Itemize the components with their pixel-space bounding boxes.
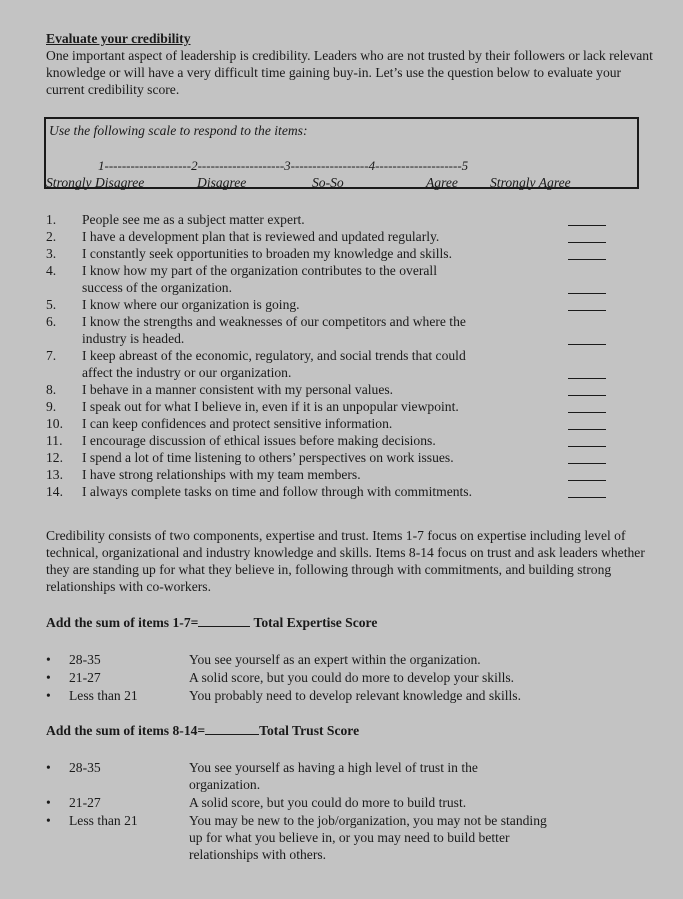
range-item <box>46 794 656 811</box>
item-text: I behave in a manner consistent with my personal values. <box>82 382 394 397</box>
range-description: You probably need to develop relevant knowledge and skills. <box>189 688 521 703</box>
item-number: 2. <box>46 229 57 244</box>
scale-instruction: Use the following scale to respond to the items: <box>49 123 308 138</box>
expertise-sum-line <box>46 614 377 631</box>
range-value: 21-27 <box>69 670 101 685</box>
item-text: I keep abreast of the economic, regulatory, and social trends that could affect the industry or our organization. <box>82 348 466 380</box>
list-item <box>46 262 616 296</box>
item-text: I always complete tasks on time and follow through with commitments. <box>82 484 472 499</box>
item-text: I have a development plan that is reviewed and updated regularly. <box>82 229 440 244</box>
scale-label-so-so: So-So <box>312 175 344 190</box>
item-number: 14. <box>46 484 63 499</box>
item-text: I spend a lot of time listening to others’ perspectives on work issues. <box>82 450 454 465</box>
item-number: 7. <box>46 348 57 363</box>
answer-blank[interactable] <box>568 310 606 311</box>
scale-dash-line: 1--------------------2--------------------3------------------4--------------------5 <box>98 158 469 173</box>
expertise-sum-prefix: Add the sum of items 1-7= <box>46 615 199 630</box>
page-title: Evaluate your credibility <box>46 31 191 46</box>
bullet-icon: • <box>46 795 51 810</box>
item-text: I constantly seek opportunities to broaden my knowledge and skills. <box>82 246 452 261</box>
range-value: Less than 21 <box>69 688 138 703</box>
item-text: People see me as a subject matter expert. <box>82 212 305 227</box>
range-item <box>46 687 656 704</box>
scale-label-strongly-agree: Strongly Agree <box>490 175 571 190</box>
item-number: 13. <box>46 467 63 482</box>
trust-sum-prefix: Add the sum of items 8-14= <box>46 723 206 738</box>
answer-blank[interactable] <box>568 259 606 260</box>
intro-paragraph: One important aspect of leadership is credibility. Leaders who are not trusted by their followers or lack relevant knowledge or will have a very difficult time gaining buy-in. Let’s use the question below to evaluate your current credibility score. <box>46 48 653 97</box>
range-value: 28-35 <box>69 760 101 775</box>
list-item <box>46 347 616 381</box>
bullet-icon: • <box>46 813 51 828</box>
answer-blank[interactable] <box>568 293 606 294</box>
item-number: 3. <box>46 246 57 261</box>
trust-sum-label: Total Trust Score <box>259 723 360 738</box>
list-item <box>46 449 616 466</box>
item-number: 5. <box>46 297 57 312</box>
bullet-icon: • <box>46 670 51 685</box>
range-item <box>46 651 656 668</box>
expertise-sum-label: Total Expertise Score <box>253 615 378 630</box>
list-item <box>46 228 616 245</box>
list-item <box>46 432 616 449</box>
answer-blank[interactable] <box>568 429 606 430</box>
range-description: You may be new to the job/organization, you may not be standing up for what you believe in, or you may need to build better relationships with others. <box>189 813 547 862</box>
list-item <box>46 211 616 228</box>
list-item <box>46 466 616 483</box>
intro-section <box>46 30 656 98</box>
scale-label-strongly-disagree: Strongly Disagree <box>46 175 145 190</box>
range-description: You see yourself as an expert within the organization. <box>189 652 481 667</box>
bullet-icon: • <box>46 760 51 775</box>
list-item <box>46 415 616 432</box>
range-description: You see yourself as having a high level of trust in the organization. <box>189 760 478 792</box>
item-text: I know where our organization is going. <box>82 297 300 312</box>
range-description: A solid score, but you could do more to build trust. <box>189 795 467 810</box>
answer-blank[interactable] <box>568 378 606 379</box>
answer-blank[interactable] <box>568 242 606 243</box>
item-text: I can keep confidences and protect sensitive information. <box>82 416 393 431</box>
summary-paragraph: Credibility consists of two components, expertise and trust. Items 1-7 focus on expertise including level of technical, organizational and industry knowledge and skills. Items 8-14 focus on trust and ask leaders whether they are standing up for what they believe in, following through with commitments, and building strong relationships with co-workers. <box>46 528 645 594</box>
scale-label-agree: Agree <box>426 175 458 190</box>
answer-blank[interactable] <box>568 497 606 498</box>
answer-blank[interactable] <box>568 344 606 345</box>
answer-blank[interactable] <box>568 463 606 464</box>
item-number: 9. <box>46 399 57 414</box>
scale-box <box>44 117 639 189</box>
bullet-icon: • <box>46 688 51 703</box>
item-text: I have strong relationships with my team members. <box>82 467 361 482</box>
expertise-sum-blank[interactable] <box>198 614 250 627</box>
item-text: I know the strengths and weaknesses of our competitors and where the industry is headed. <box>82 314 466 346</box>
answer-blank[interactable] <box>568 225 606 226</box>
list-item <box>46 296 616 313</box>
list-item <box>46 245 616 262</box>
item-number: 11. <box>46 433 63 448</box>
item-number: 10. <box>46 416 63 431</box>
list-item <box>46 313 616 347</box>
item-text: I know how my part of the organization contributes to the overall success of the organization. <box>82 263 437 295</box>
trust-sum-blank[interactable] <box>205 722 259 735</box>
item-number: 4. <box>46 263 57 278</box>
range-value: Less than 21 <box>69 813 138 828</box>
answer-blank[interactable] <box>568 412 606 413</box>
scale-label-disagree: Disagree <box>197 175 247 190</box>
range-item <box>46 759 656 793</box>
trust-sum-line <box>46 722 359 739</box>
range-item <box>46 669 656 686</box>
answer-blank[interactable] <box>568 446 606 447</box>
item-text: I encourage discussion of ethical issues before making decisions. <box>82 433 436 448</box>
range-description: A solid score, but you could do more to develop your skills. <box>189 670 515 685</box>
list-item <box>46 398 616 415</box>
item-number: 8. <box>46 382 57 397</box>
item-text: I speak out for what I believe in, even if it is an unpopular viewpoint. <box>82 399 459 414</box>
range-value: 28-35 <box>69 652 101 667</box>
item-number: 6. <box>46 314 57 329</box>
item-number: 1. <box>46 212 57 227</box>
list-item <box>46 483 616 500</box>
bullet-icon: • <box>46 652 51 667</box>
answer-blank[interactable] <box>568 395 606 396</box>
range-value: 21-27 <box>69 795 101 810</box>
trust-range-list <box>46 759 656 864</box>
item-number: 12. <box>46 450 63 465</box>
questionnaire-items <box>46 211 616 500</box>
answer-blank[interactable] <box>568 480 606 481</box>
list-item <box>46 381 616 398</box>
range-item <box>46 812 656 863</box>
expertise-range-list <box>46 651 656 705</box>
